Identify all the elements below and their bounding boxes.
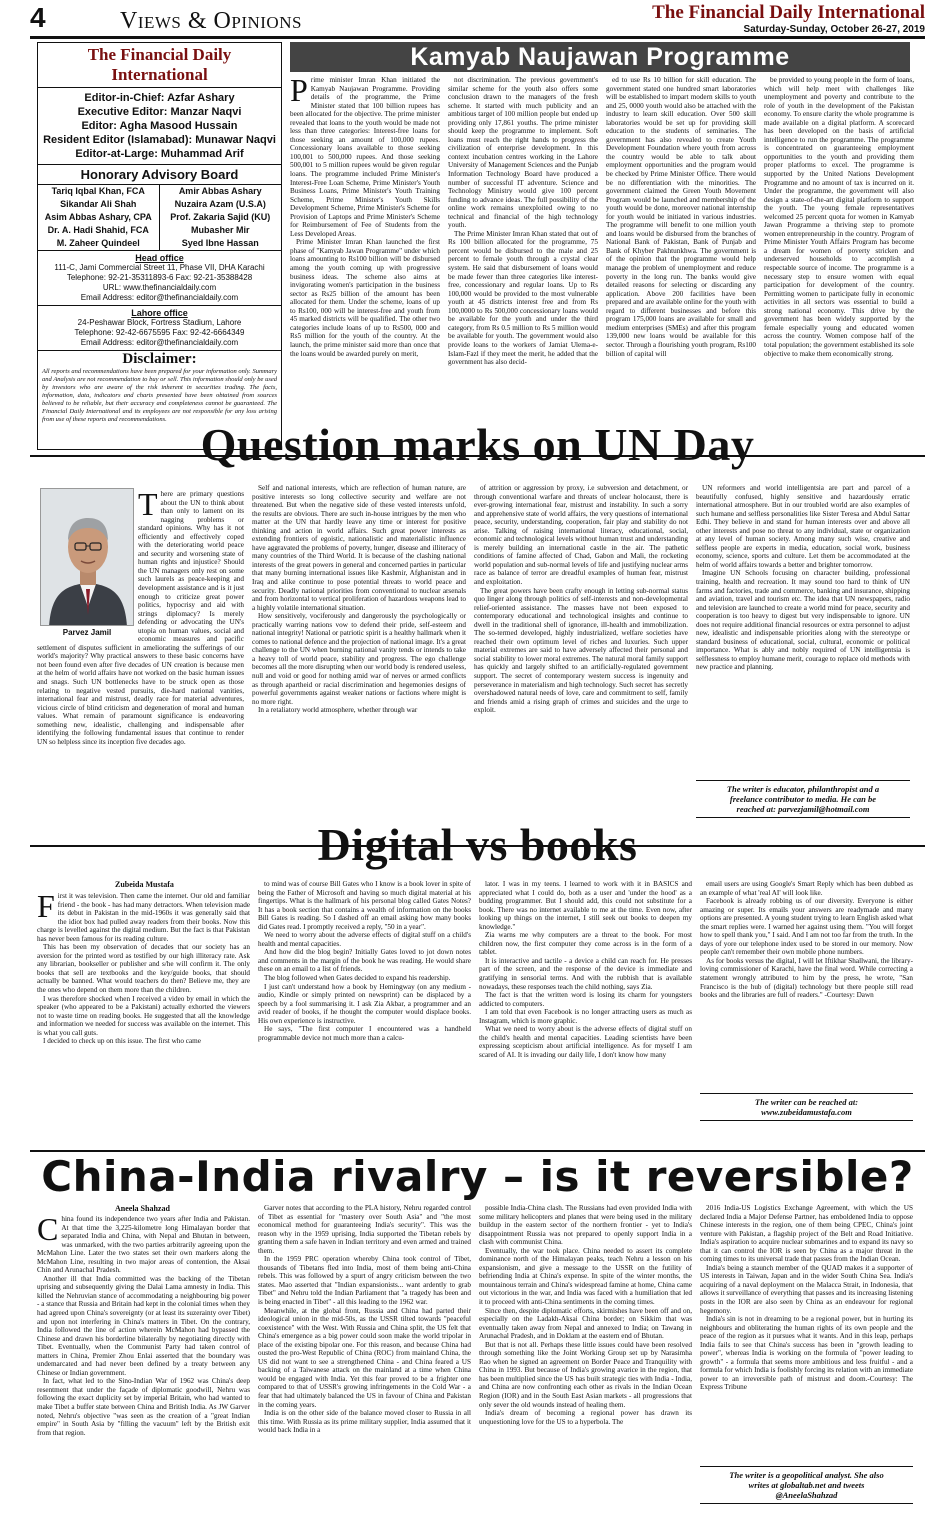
drop-cap: F bbox=[37, 892, 55, 924]
article-paragraph: The blog followed when Gates decided to expand his readership. bbox=[264, 974, 451, 983]
article3-col-4 bbox=[700, 880, 913, 1080]
advisor-name: Asim Abbas Ashary, CPA bbox=[38, 211, 160, 224]
article4-col-2 bbox=[258, 1204, 471, 1510]
article-paragraph: of attrition or aggression by proxy, i.e subversion and detachment, or through conventional warfare and threats of unclear holocaust, there is ever-growing international fear, mistrust and instability. In such a sorry and apprehensive state of world affairs, the very questions of international peace, security, understanding, cooperation, fair play and stability do not arise. Talking of raising international literacy, educational, social, economic and technological levels without human trust and understanding is merely building an international castle in the air. The pathetic conditions of famine affected of Chad, Gabon and Mali, the rocketing world population and sub-normal levels of life and justifying nuclear arms race as balance of terror are dreadful examples of human fear, mistrust and exploitation. bbox=[474, 484, 688, 587]
article-paragraph bbox=[37, 1215, 250, 1275]
article-paragraph: The Prime Minister Imran Khan stated that out of Rs 100 billion allocated for the programme, 75 percent would be disbursed to the male and 25 percent to female youth through a crystal clear system. He said that disbursement of loans would be made fewer than three categories like interest-free, concessionary and regular loans. Up to Rs 100,000 would be provided to the most vulnerable youth at 45 districts interest free and from Rs 100,0000 to Rs 500,000 concessionary loans would be available for the youth and under the third category, from Rs 0.5 million to Rs 5 million would be available for youth. The government would also provide loans to the workers of Jamiat Ulema-e-Islam-Fazl if they meet the merit, he added that the government has also decid- bbox=[448, 229, 598, 367]
article-paragraph: How sensitively, vociferously and dangerously the psychologically or practically warring nations vow to defend their pride, self-esteem and national integrity! National or patriotic spirit is a healthy hallmark when it comes to national defence and the projection of national image. It's a great challenge to the UN when burning national vanity tends or intends to take a heavy toll of world peace, stability and progress. The ego challenge becomes all the more disrupting when our world body is rendered useless, null and void or good for nothing amid war of nerves or armed conflicts as through apartheid or racial discrimination and hegemonies designs of powerful governments against weaker nations or factions where might is no more right. bbox=[252, 612, 466, 706]
article-paragraph: In fact, what led to the Sino-Indian War of 1962 was China's deep resentment that under the façade of diplomatic goodwill, Nehru was following the exact duplicity set by imperial Britain, who had wanted to make Tibet a buffer state between China and British India. As JW Garver noted, Nehru's objective "was seen as the creation of a "great Indian empire" in South Asia by "filling the vacuum" left by the British exit from that region. bbox=[37, 1377, 250, 1437]
author-note-line: reached at: parvezjamil@hotmail.com bbox=[736, 804, 870, 814]
author-caption: Parvez Jamil bbox=[62, 628, 112, 637]
article-paragraph: Eventually, the war took place. China needed to assert its complete dominance north of the Himalayan peaks, teach Nehru a lesson on his expansionism, and give a message to the USSR on the futility of befriending India at China's expense. In spite of the winter months, the mountainous terrain and China's widespread famine at home, China came out victorious in the war, and India was faced with a humiliation that led it to proceed with anti-China sentiments in the coming times. bbox=[479, 1246, 692, 1307]
article-paragraph: This has been my observation of decades that our society has an aversion for the printed word as testified by our high illiteracy rate. Ask any librarian, bookseller or publisher and s/he will confirm it. The only books that sell are textbooks and the key/guide books, that should actually be banned. What would teachers do then? Believe me, they are the ones who depend on them more than the children. bbox=[37, 943, 250, 995]
author-note-box bbox=[700, 1466, 913, 1504]
article3-col-1 bbox=[37, 892, 250, 1147]
article-paragraph: Garver notes that according to the PLA history, Nehru regarded control of Tibet as essential for "mastery over South Asia" and "the most economical method for guaranteeing India's security". This was the reason why in the 1959 uprising, India supported the Tibetan rebels by granting them a safe haven in Indian territory and even armed and trained them. bbox=[258, 1204, 471, 1255]
office-line: Telephone: 92-42-6675595 Fax: 92-42-6664349 bbox=[74, 328, 245, 337]
article2-col-1 bbox=[37, 490, 244, 843]
article4-col-4 bbox=[700, 1204, 913, 1459]
advisor-name: Mubasher Mir bbox=[190, 225, 250, 235]
author-note-line: The writer can be reached at: bbox=[754, 1097, 859, 1107]
article-paragraph: He says, "The first computer I encountered was a handheld programmable device not much more than a calcu- bbox=[258, 1025, 471, 1042]
advisory-board-title: Honorary Advisory Board bbox=[38, 164, 281, 185]
office-line: 24-Peshawar Block, Fortress Stadium, Lahore bbox=[77, 318, 242, 327]
digital-books-headline: Digital vs books bbox=[317, 819, 638, 870]
paper-name: The Financial Daily International bbox=[652, 2, 925, 23]
article-paragraph: The great powers have been crafty enough in letting sub-normal status quo linger along through politics of self-interests and non-developmental relief-oriented assistance. The masses have not been exposed to contemporary educational and technological insights and continue to dwell in the traditional shell of ignorance, ill-health and immobilization. The so-termed developed, highly industrialized, welfare societies have reached their own optimum level of riches and luxuries. Such upper material extremes are said to have adversely affected their personal and social stability to lower moral extremes. The natural moral family support has quickly and largely shifted to an artificially-regulated government support. The secret of contemporary western success is ingenuity and perseverance in materialism and high technology. Such secret has secretly overshadowed natural needs of love, care and commitment to self, family and friends amid a rising graph of crimes and suicides and the urge to exploit. bbox=[474, 586, 688, 715]
disclaimer-text: All reports and recommendations have been prepared for your information only. Summary and Analysis are not recommendation to buy or sell. This information should only be used by investors who are aware of the risk inherent in securities trading. The facts, information, data, indicators and charts presented have been obtained from sources believed to be reliable, but their accuracy and completeness cannot be guaranteed. The Financial Daily International and its employees are not responsible for any loss arising from use of these reports and recommendations. bbox=[42, 368, 277, 423]
article-paragraph: Another ill that India committed was the backing of the Tibetan uprising and subsequently giving the Dalai Lama amnesty in India. This killed the Nehruvian stance of accommodating a neighbouring big power - a stance that Russia and Britain had kept in the colonial times when they had agreed upon China's sovereignty (or at least its suzerainty over Tibet) and upon not interfering in China's matters in Tibet. On the contrary, India followed the line of action wherein McMahon had bypassed the Chinese and drawn his borderline bilaterally by negotiating directly with Tibet. Eventually, when the Communist Party had taken control of matters in China, Premier Zhou Enlai asserted that the boundary was undemarcated and had never been defined by a treaty between any Chinese or Indian government. bbox=[37, 1274, 250, 1377]
author-note-line: @AneelaShahzad bbox=[775, 1490, 838, 1500]
article2-col-3 bbox=[474, 484, 688, 842]
article-paragraph: What we need to worry about is the adverse effects of digital stuff on the child's health and mental capacities. Leading scientists have been expressing scepticism about artificial intelligence. As for myself I am scared of AI. It is invading our daily life, I don't know how many bbox=[479, 1025, 692, 1059]
page-header bbox=[30, 2, 925, 36]
paragraph-text: hina found its independence two years after India and Pakistan. At that time the 3,225-kilometre long Himalayan border that separated India and China, with Nepal and Bhutan in between, was unmarked, with the two parties arbitrarily agreeing upon the McMahon Line. Later the two states set their own markers along the McMahon Line, resulting in two major areas of contention, the Aksai Chin and Arunachal Pradesh. bbox=[37, 1215, 250, 1275]
author-note-box bbox=[700, 1093, 913, 1121]
office-line: 111-C, Jami Commercial Street 11, Phase VII, DHA Karachi bbox=[54, 263, 265, 272]
article1-col-2 bbox=[448, 76, 598, 452]
paragraph-text: rime minister Imran Khan initiated the Kamyab Naujawan Programme. Providing details of the programme, the Prime Minister stated that 100 billion rupees has been allocated for the objective. The prime minister revealed that loans to the youth would be made not less than three categories: Interest-free loans for those seeking an amount of 100,000 rupees. Concessionary loans available to those seeking 100,001 to 500,000 rupees. And those seeking 500,001 to 5 million rupees would be given regular loans. The programme included Prime Minister's Interest-Free Loan Scheme, Prime Minister's Youth Business Loans, Prime Minister's Youth Training Scheme, Prime Minister's Youth Skills Development Scheme, Prime Minister's Scheme for Provision of Laptops and Prime Minister's Scheme for Reimbursement of Fee of Students from the Less Developed Areas. bbox=[290, 76, 440, 238]
article-paragraph: Self and national interests, which are reflection of human nature, are positive interests so long collective security and welfare are not threatened. But when the negative side of these vested interests unfold, the results are obvious. There are such in-house intrigues by the men who matter at the UN that hardly leave any time or interest for positive thinking and action in world affairs. Such great power interests as extending frontiers of egoistic, nationalistic and materialistic influence have aggravated the problems of poverty, hunger, disease and illiteracy of many countries of the Third World. It is because of the clashing national interests of the great powers in general and concerned parties in particular that many burning international issues like Kashmir, Afghanistan and in Iraq and alike continue to pose potential threats to world peace and security. Deadly national priorities from conventional to nuclear arsenals and from horizontal to vertical proliferation of hazardous weapons lead to a highly volatile international situation. bbox=[252, 484, 466, 612]
office-line: Email Address: editor@thefinancialdaily.com bbox=[80, 293, 239, 302]
kamyab-headline: Kamyab Naujawan Programme bbox=[290, 42, 910, 72]
lahore-office-block bbox=[38, 306, 281, 351]
advisor-name: Syed Ibne Hassan bbox=[181, 238, 259, 248]
header-rule bbox=[30, 36, 925, 39]
china-india-headline: China-India rivalry – is it reversible? bbox=[41, 1152, 914, 1201]
staff-box-title: The Financial Daily International bbox=[38, 43, 281, 88]
article-paragraph: I decided to check up on this issue. The first who came bbox=[43, 1037, 201, 1046]
page-number: 4 bbox=[30, 2, 46, 33]
article-paragraph: But that is not all. Perhaps these little issues could have been resolved through something like the Joint Working Group set up by Narasimha Rao when he signed an agreement on Border Peace and Tranquility with China in 1993. But because of India's growing avarice in the region, that has been multiplied since the US has built strategic ties with India - India, and China are now confronting each other as rivals in the Indian Ocean Region (IOR) and in the South East Asian markets - all progressions that only sever the old wounds instead of healing them. bbox=[479, 1340, 692, 1409]
article3-col-2 bbox=[258, 880, 471, 1147]
article4-col-3 bbox=[479, 1204, 692, 1510]
article-paragraph: possible India-China clash. The Russians had even provided India with some military helicopters and planes that were being used in the military buildup in the eastern sector of the northern frontier - yet to India's disappointment Russia was not prepared to openly support India in a clash with communist China. bbox=[479, 1204, 692, 1247]
paragraph-text: irst it was television. Then came the internet. Our old and familiar friend - the book - has had many detractors. When television made its debut in Pakistan in the mid-1960s it was generally said that the idiot box had pulled away readers from their books. Now this charge is levelled against the digital medium. But the fact is that Pakistan has never been famous for its reading culture. bbox=[37, 892, 250, 943]
head-office-title: Head office bbox=[135, 253, 184, 263]
advisor-name: Dr. A. Hadi Shahid, FCA bbox=[38, 224, 160, 237]
editors-list bbox=[38, 88, 281, 164]
drop-cap: T bbox=[138, 490, 158, 522]
portrait-spacer bbox=[37, 490, 138, 642]
article-paragraph: India is on the other side of the balance moved closer to Russia in all this time. With Russia as its prime military supplier, India assumed that it would back India in a bbox=[258, 1409, 471, 1435]
article-paragraph: 2016 India-US Logistics Exchange Agreement, with which the US declared India a Major Defense Partner, has emboldened India to oppose Chinese interests in the region, one of them being CPEC, China's joint venture with Pakistan, a flagship project of the Belt and Road Initiative. India's aspiration to acquire nuclear submarines and to expand its navy so that it can control the IOR is seen by China as a major threat in the coming times to its universal trade that passes from the Indian Ocean. bbox=[700, 1204, 913, 1264]
advisor-name: Nuzaira Azam (U.S.A) bbox=[174, 199, 266, 209]
advisor-name: Tariq Iqbal Khan, FCA bbox=[38, 185, 160, 198]
article-paragraph: Meanwhile, at the global front, Russia and China had parted their ideological union in the mid-50s, as the USSR tilted towards "peaceful coexistence" with the West. With Russia and China split, the US felt that China's emergence as a big power could soon make the world tripolar in place of the existing bipolar one. For this reason, and because China had ousted the pro-West Republic of China (ROC) from mainland China, the US did not want to see a strengthened China - and China feared a US backing of a Taiwanese attack on the mainland at a time when China would be engaged with India. Yet this fear proved to be a frighter one compared to that of USSR's growing infringements in the Cold War - a fear that had ultimately balanced the US in favour of China and Pakistan in the coming years. bbox=[258, 1306, 471, 1409]
drop-cap: C bbox=[37, 1215, 59, 1247]
paragraph-text: here are primary questions about the UN to think about than only to lament on its nagging problems or standard opinions. Why has it not efficiently and effectively coped with the deteriorating world peace and security and worsening state of human rights and injustice? Should the UN managers only rest on some such laurels as peace-keeping and development assistance and is it just enough to criticize great power politics, hypocrisy and aid with strings diplomacy? Is merely defending or advocating the UN's utopia on human values, social and economic measures and pacific settlement of disputes sufficient in ameliorating the sufferings of our world's majority? Why practical answers to these basic concerns have not been found even after five decades of UN creation is because men at the helm of world affairs have not worked on the basic human issues and snags. Such UN bottlenecks have to be struck open as those relating to negative vested pursuits, die-hard national vanities, international fear and mistrust, deadly race for material adventures, vicious circle of blind criticism and degeneration of moral and human values. What remain of paramount significance is endeavoring something new, idealistic, challenging and indispensable after identifying the following fundamental issues that continue to render UN so helpless since its inception five decades ago. bbox=[37, 490, 244, 746]
author-byline: Zubeida Mustafa bbox=[115, 880, 174, 889]
article-paragraph bbox=[37, 892, 250, 943]
article-paragraph: We need to worry about the adverse effects of digital stuff on a child's health and mental capacities. bbox=[258, 931, 471, 948]
article1-col-3 bbox=[606, 76, 756, 452]
article-paragraph: India's being a staunch member of the QUAD makes it a supporter of US interests in Taiwan, Japan and in the wider South China Sea. India's acquiring of a naval deployment on the Malacca Strait, in Indonesia, that allows it surveillance of everything that passes and its increasing listening posts in the IOR are also seen by China as an endeavour for regional hegemony. bbox=[700, 1263, 913, 1315]
article2-col-2 bbox=[252, 484, 466, 842]
author-note-line: www.zubeidamustafa.com bbox=[761, 1107, 852, 1117]
article-paragraph: email users are using Google's Smart Reply which has been dubbed as an example of what 'real AI' will look like. bbox=[700, 880, 913, 897]
article-paragraph: to mind was of course Bill Gates who I know is a book lover in spite of being the Father of Microsoft and having so much digital material at his fingertips. What is the hallmark of his personal blog called Gates Notes? It has a book section that contains a wealth of information on the books Bill Gates is reading. So I dashed off an email asking how many books did Gates read. I promptly received a reply, "50 in a year". bbox=[258, 880, 471, 931]
head-office-block bbox=[38, 251, 281, 306]
editor-line: Editor: Agha Masood Hussain bbox=[81, 120, 238, 132]
editor-line: Executive Editor: Manzar Naqvi bbox=[77, 106, 242, 118]
issue-date: Saturday-Sunday, October 26-27, 2019 bbox=[743, 24, 925, 35]
editor-line: Resident Editor (Islamabad): Munawar Naqvi bbox=[43, 134, 276, 146]
office-line: URL: www.thefinancialdaily.com bbox=[102, 283, 217, 292]
author-byline: Aneela Shahzad bbox=[115, 1204, 170, 1213]
article-paragraph: Since then, despite diplomatic efforts, skirmishes have been off and on, especially on the Ladakh-Aksai China border; on Sikkim that was eventually taken away from Nepal and annexed to India; on Tawang in Arunachal Pradesh, and in Doklam at the eastern end of Bhutan. bbox=[479, 1306, 692, 1341]
section-title: Views & Opinions bbox=[120, 8, 302, 34]
article2-col-4 bbox=[696, 484, 910, 774]
article-paragraph: India's dream of becoming a regional power has drawn its unquestioning love for the US to a hyperbola. The bbox=[479, 1409, 692, 1426]
author-note-box bbox=[696, 780, 910, 818]
article4-col-1 bbox=[37, 1215, 250, 1510]
article-paragraph: not discrimination. The previous government's similar scheme for the youth also offers some conclusion drawn to the managers of the fresh scheme. It started with much publicity and an ambitious target of 100 million people but ended up providing only 17,861 youths. The prime minister should keep the programme to implement. Soft loans must reach the right hands to progress the civilization of enterprise development. In this context incubation centres working in the Lahore University of Management Sciences and the Punjab Information Technology Board have produced a number of successful IT adventure. Science and Technology Ministry would give 100 percent funding to advance ideas. The full possibility of the online work remains unexploited owing to no technical and financial of the high technology youth. bbox=[448, 76, 598, 230]
editor-line: Editor-in-Chief: Azfar Ashary bbox=[84, 92, 235, 104]
advisor-name: M. Zaheer Quindeel bbox=[38, 237, 160, 250]
article-paragraph: ed to use Rs 10 billion for skill education. The government stated one hundred smart laboratories will be established to impart modern skills to youth and 25, 0000 youth would also be attached with the industry to learn skill education. Over 500 skill laboratories would be set up for providing skill education to the students of seminaries. The government has also revealed to create Youth Development Foundation where youth from across the country would be able to talk about employment opportunities and the program would be checked by Prime Minister Office. There would be no differentiation with the minorities. The government claimed the Green Youth Movement Program would be launched and membership of the youth would be done, moreover national internship for youth would be initiated in various industries. The programme will benefit to one million youth and loans would be disbursed from the branches of National Bank of Pakistan, Bank of Punjab and Bank of Khyber Pakhtunkhwa. The government is of the opinion that the programme would help manage the problem of unemployment and reduce poverty in the long run. The banks would give detailed reasons for selecting or discarding any application. Above 200 facilities have been prepared and are available online for the youth with regard to different businesses and before this program 175,000 loans are available for small and medium enterprises (SMEs) and after this program 139,000 new loans would be available for this sector. Through a flourishing youth program, Rs100 billion of capital will bbox=[606, 76, 756, 358]
author-note-line: writes at globaltab.net and tweets bbox=[748, 1480, 865, 1490]
article-paragraph: It is interactive and tactile - a device a child can reach for. He presses part of the screen, and the response of the device is immediate and gratifying in sensorial terms. And with the rubbish that is available nowadays, these responses teach the child nothing, says Zia. bbox=[479, 956, 692, 991]
advisor-name: Amir Abbas Ashary bbox=[178, 186, 262, 196]
author-note-line: freelance contributor to media. He can be bbox=[729, 794, 877, 804]
article-paragraph: In the 1959 PRC operation whereby China took control of Tibet, thousands of Tibetans fled into India, most of them being anti-China rebels. This was followed by a spurt of angry criticism between the two states. Mao asserted that "Indian expansionists... want ardently to grab Tibet" and Nehru told the Indian Parliament that "a tragedy has been and is being enacted in Tibet" - all this leading to the 1962 war. bbox=[258, 1255, 471, 1307]
article-paragraph: India's sin is not in dreaming to be a regional power, but in hurting its neighbours and obliterating the human rights of its own people and the peace of the region as it pursues what it wants. And in this leap, perhaps India fails to see that China's success has been in "growth leading to power", whereas India is working on the formula of "power leading to growth" - a formula that seems more ambitious and less fruitful - and a formula for which India is foolishly forcing its relation with an immediate power to an irreversible path of mistrust and doom.-Courtesy: The Express Tribune bbox=[700, 1315, 913, 1392]
article-paragraph: I was therefore shocked when I received a video by email in which the speaker (who appeared to be a Pakistani) actually exhorted the viewers not to waste time on reading books. He suggested that all the knowledge and information we needed for success was available on the internet. This is what you call guts. bbox=[37, 994, 250, 1037]
article-paragraph: The fact is that the written word is losing its charm for youngsters addicted to computers. bbox=[479, 991, 692, 1008]
article-paragraph: As for books versus the digital, I will let Iftikhar Shallwani, the library-loving commissioner of Karachi, have the final word. While correcting a statement wrongly attributed to him by the press, he wrote, "San Francisco is the hub of (digital) technology but there people still read books and the libraries are full of readers." -Courtesy: Dawn bbox=[700, 956, 913, 1000]
author-note-line: The writer is a geopolitical analyst. She also bbox=[729, 1470, 884, 1480]
article3-col-3 bbox=[479, 880, 692, 1147]
article-paragraph: Prime Minister Imran Khan launched the first phase of "Kamyab Jawan Programme" under which loans amounting to Rs100 billion will be disbursed among the youth coming up with progressive business ideas. The scheme also aims at invigorating women's participation in the business sector as Rs25 billion of the amount has been allocated for them. Under the scheme, loans of up to Rs100, 000 will be interest-free and youth from 45 marked districts will be qualified. The other two categories include loans of up to Rs500, 000 and Rs5 million for the youth of the country. At the launch, the prime minister said more than once that the loans would be awarded purely on merit, bbox=[290, 238, 440, 358]
author-note-line: The writer is educator, philanthropist and a bbox=[726, 784, 880, 794]
advisory-board-grid bbox=[38, 185, 281, 251]
disclaimer-title: Disclaimer: bbox=[122, 351, 197, 367]
drop-cap: P bbox=[290, 76, 308, 108]
article1-col-1 bbox=[290, 76, 440, 452]
article-paragraph: Imagine UN Schools focusing on character building, professional training, health and recreation. It may sound too hard to think of UN farms and factories, trade and commerce, banking and insurance, shipping and aviation, travel and tourism etc. The idea that UN newspapers, radio and television are launched to create a world mind for peace, security and cooperation is too heavy to digest but very indispensable to ignore. UN does not require additional financial resources or extra personnel to adjust new, idealistic and indispensable priorities along with the stereotype or standard business of educational, social, cultural, economic or political importance. What is ably and nobly required of UN intelligentsia is selflessness to employ humane merit, courage to replace old methods with new practice and planning. bbox=[696, 569, 910, 672]
article-paragraph bbox=[290, 76, 440, 238]
article-paragraph: lator. I was in my teens. I learned to work with it in BASICS and appreciated what I could do, both as a user and 'under the hood' as a budding programmer. But I should add, this could not substitute for a book. There was no internet available to me at the time. Even now, after looking up things on the internet, I still seek out books to deepen my knowledge." bbox=[479, 880, 692, 931]
article-paragraph: Facebook is already robbing us of our diversity. Everyone is either amazing or super. Its emails your answers are readymade and many options are presented. A young student trying to learn English asked what the smart replies were. I warned her against using them. "You will forget how to spell thank you," I said. And I am not too far from the truth. In the days of yore our telephone index used to be stored in our memory. Now people can't remember their own mobile phone numbers. bbox=[700, 897, 913, 957]
article-paragraph: I am told that even Facebook is no longer attracting users as much as Instagram, which is more graphic. bbox=[479, 1008, 692, 1025]
article-paragraph: be provided to young people in the form of loans, which will help meet with challenges like unemployment and poverty and contribute to the role of youth in the development of the Pakistan economy. To ensure clarity the whole programme is made available on a digital platform. A scorecard has been developed on the basis of artificial intelligence to run the programme. The programme is concentrated on guaranteeing employment opportunities to the youth and providing them proper platforms to excel. The programme is supported by the United Nations Development Programme and no amount of tax is incurred on it. Under the programme, the government will also design a state-of-the-art digital platform to support the youth. The young female representatives welcomed 25 percent quota for women in Kamyab Jawan Programme a thriving step to promote women entrepreneurship in the country. Program of Prime Minister Youth Affairs Program has become a dream for women of poverty stricken and underserved households to accomplish a respectable source of income. The programme is a necessary step to ensure women with equal participation for development of the country. Permitting women to participate fully in economic activities in all sectors was essential to build a strong national economy. This drive by the government has been widely supported by the female especially young and educated women across the country. Women compose half of the total population; the government established its sole objective to make them economically strong. bbox=[764, 76, 914, 358]
article-paragraph: I just can't understand how a book by Hemingway (on any medium - audio, Kindle or simply printed on newsprint) can be displaced by a speech by a fool summarising it. I ask Zia Akbar, a programmer and an avid reader of books, if he thought the computer would displace books. His own experience is instructive. bbox=[258, 982, 471, 1025]
masthead bbox=[652, 2, 925, 35]
editor-line: Editor-at-Large: Muhammad Arif bbox=[75, 148, 244, 160]
staff-box bbox=[37, 42, 282, 450]
article-paragraph: And how did the blog begin? Initially Gates loved to jot down notes and comments in the margin of the book he was reading. He would share these on an email to a list of friends. bbox=[258, 948, 471, 974]
un-day-headline: Question marks on UN Day bbox=[200, 419, 755, 470]
article1-col-4 bbox=[764, 76, 914, 452]
article-paragraph: Zia warns me why computers are a threat to the book. For most children now, the first computer they come across is in the form of a tablet. bbox=[479, 931, 692, 957]
office-line: Email Address: editor@thefinancialdaily.com bbox=[80, 338, 239, 347]
advisor-name: Prof. Zakaria Sajid (KU) bbox=[170, 212, 271, 222]
office-line: Telephone: 92-21-35311893-6 Fax: 92-21-35388428 bbox=[66, 273, 253, 282]
article-paragraph: UN reformers and world intelligentsia are part and parcel of a beautifully confused, highly sensitive and hazardously erratic international atmosphere. But in our troubled world are also examples of such humane and selfless personalities like Sister Teresa and Abdul Sattar Edhi. They believe in and stand for human interests over and above all other interests and pose no threat to any individual, state or organization at any level of human society. Among many such wise, creative and selfless people are experts in media, education, social work, business economy, science, sports and culture. Let them be accommodated at the helm of world affairs towards a better and brighter tomorrow. bbox=[696, 484, 910, 569]
article-paragraph: In a retaliatory world atmosphere, whether through war bbox=[258, 706, 418, 715]
lahore-office-title: Lahore office bbox=[131, 308, 188, 318]
advisor-name: Sikandar Ali Shah bbox=[38, 198, 160, 211]
